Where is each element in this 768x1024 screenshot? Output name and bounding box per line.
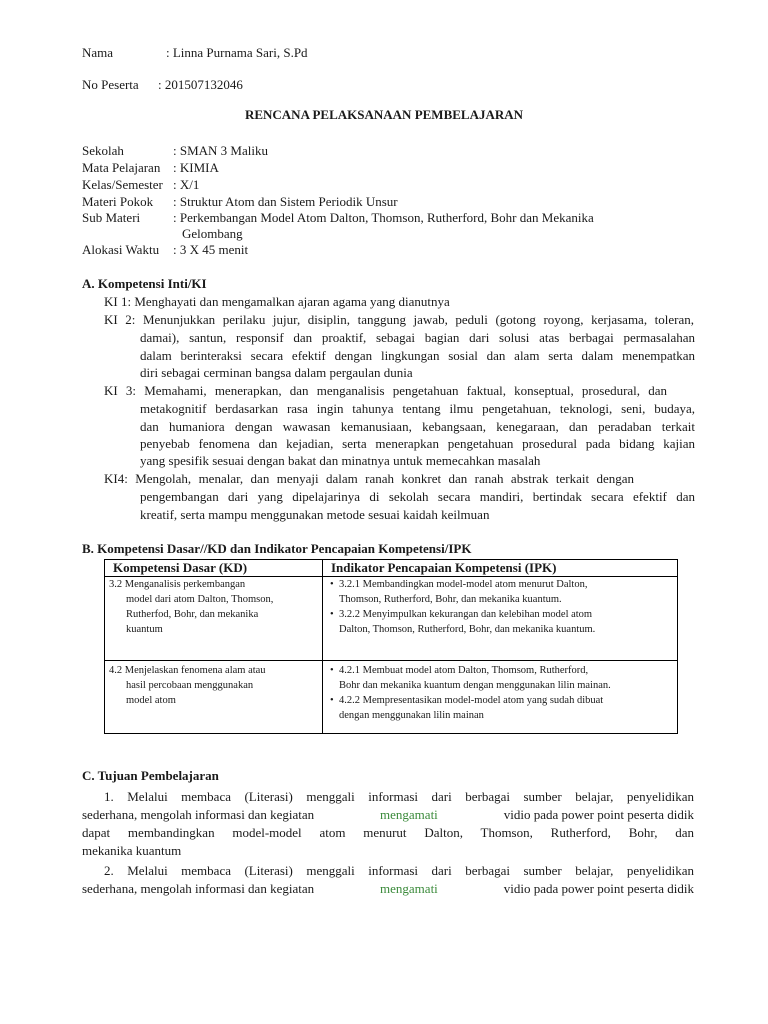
highlighted-word: mengamati	[380, 881, 438, 896]
ki3-line: metakognitif berdasarkan rasa ingin tahunya tentang ilmu pengetahuan, teknologi, seni, budaya,	[140, 401, 695, 416]
ki4-first-line: KI4: Mengolah, menalar, dan menyaji dalam ranah konkret dan ranah abstrak terkait dengan	[104, 471, 634, 486]
ipk-line: dengan menggunakan lilin mainan	[339, 710, 484, 721]
sekolah-value: : SMAN 3 Maliku	[173, 143, 268, 158]
section-a-heading: A. Kompetensi Inti/KI	[82, 276, 207, 291]
kd-cell	[105, 661, 323, 734]
section-c-heading: C. Tujuan Pembelajaran	[82, 768, 219, 783]
tujuan-1-line: mekanika kuantum	[82, 843, 182, 858]
tujuan-text: vidio pada power point peserta didik	[503, 881, 694, 896]
tujuan-2-line: 2. Melalui membaca (Literasi) menggali informasi dari berbagai sumber belajar, penyelidikan	[104, 863, 694, 878]
submateri-value-cont: Gelombang	[182, 226, 243, 241]
tujuan-text: vidio pada power point peserta didik	[503, 807, 694, 822]
no-peserta-label: No Peserta	[82, 77, 139, 92]
section-b-heading: B. Kompetensi Dasar//KD dan Indikator Pencapaian Kompetensi/IPK	[82, 541, 472, 556]
ki2-line: diri sebagai cerminan bangsa dalam pergaulan dunia	[140, 365, 413, 380]
table-header-row	[105, 560, 678, 577]
tujuan-1-line	[82, 806, 694, 824]
kd-ipk-table	[104, 559, 678, 734]
ki3-first-line: KI 3: Memahami, menerapkan, dan menganalisis pengetahuan faktual, konseptual, prosedural, dan	[104, 383, 667, 398]
sekolah-label: Sekolah	[82, 143, 124, 158]
ipk-line: Dalton, Thomson, Rutherford, Bohr, dan mekanika kuantum.	[339, 624, 596, 635]
page-title: RENCANA PELAKSANAAN PEMBELAJARAN	[244, 107, 524, 122]
mapel-label: Mata Pelajaran	[82, 160, 161, 175]
list-item	[339, 577, 673, 607]
materi-label: Materi Pokok	[82, 194, 154, 209]
tujuan-1-line: 1. Melalui membaca (Literasi) menggali informasi dari berbagai sumber belajar, penyelidikan	[104, 789, 694, 804]
list-item	[339, 607, 673, 637]
list-item	[339, 693, 673, 723]
kd-line: model atom	[126, 695, 176, 706]
ipk-column-header: Indikator Pencapaian Kompetensi (IPK)	[323, 560, 678, 577]
tujuan-2-line	[82, 880, 694, 898]
ipk-line: • 3.2.2 Menyimpulkan kekurangan dan kelebihan model atom	[339, 609, 593, 620]
ipk-line: • 3.2.1 Membandingkan model-model atom menurut Dalton,	[339, 579, 588, 590]
ipk-cell	[323, 661, 678, 734]
ipk-list	[327, 577, 673, 637]
submateri-label: Sub Materi	[82, 210, 141, 225]
nama-label: Nama	[82, 45, 114, 60]
tujuan-text: sederhana, mengolah informasi dan kegiatan	[82, 881, 315, 896]
ipk-line: • 4.2.1 Membuat model atom Dalton, Thomsom, Rutherford,	[339, 665, 589, 676]
kd-column-header: Kompetensi Dasar (KD)	[105, 560, 323, 577]
tujuan-text: sederhana, mengolah informasi dan kegiatan	[82, 807, 315, 822]
nama-value: : Linna Purnama Sari, S.Pd	[166, 45, 308, 60]
table-row	[105, 577, 678, 661]
kd-line: model dari atom Dalton, Thomson,	[126, 594, 274, 605]
kd-line: 4.2 Menjelaskan fenomena alam atau	[109, 665, 266, 676]
alokasi-label: Alokasi Waktu	[82, 242, 160, 257]
ipk-line: Thomson, Rutherford, Bohr, dan mekanika kuantum.	[339, 594, 562, 605]
ipk-cell	[323, 577, 678, 661]
ipk-line: • 4.2.2 Mempresentasikan model-model atom yang sudah dibuat	[339, 695, 604, 706]
kd-line: hasil percobaan menggunakan	[126, 680, 254, 691]
highlighted-word: mengamati	[380, 807, 438, 822]
ki3-line: dan humaniora dengan wawasan kemanusiaan, kebangsaan, kenegaraan, dan peradaban terkait	[140, 419, 695, 434]
list-item	[339, 663, 673, 693]
ipk-list	[327, 663, 673, 723]
kd-line: 3.2 Menganalisis perkembangan	[109, 579, 246, 590]
ki4-line: kreatif, serta mampu menggunakan metode sesuai kaidah keilmuan	[140, 507, 490, 522]
ki1: KI 1: Menghayati dan mengamalkan ajaran agama yang dianutnya	[104, 294, 450, 309]
tujuan-1-line: dapat membandingkan model-model atom menurut Dalton, Thomson, Rutherford, Bohr, dan	[82, 825, 694, 840]
ki3-line: yang spesifik sesuai dengan bakat dan minatnya untuk memecahkan masalah	[140, 453, 541, 468]
ipk-line: Bohr dan mekanika kuantum dengan menggunakan lilin mainan.	[339, 680, 611, 691]
kelas-label: Kelas/Semester	[82, 177, 163, 192]
alokasi-value: : 3 X 45 menit	[173, 242, 249, 257]
kd-line: Rutherfod, Bohr, dan mekanika	[126, 609, 259, 620]
mapel-value: : KIMIA	[173, 160, 219, 175]
kd-line: kuantum	[126, 624, 163, 635]
no-peserta-value: : 201507132046	[158, 77, 243, 92]
table-row	[105, 661, 678, 734]
ki3-line: penyebab fenomena dan kejadian, serta menerapkan pengetahuan prosedural pada bidang kajian	[140, 436, 695, 451]
ki2-first-line: KI 2: Menunjukkan perilaku jujur, disiplin, tanggung jawab, peduli (gotong royong, kerjasama, toleran,	[104, 312, 694, 327]
ki2-line: damai), santun, responsif dan proaktif, sebagai bagian dari solusi atas berbagai permasalahan	[140, 330, 695, 345]
materi-value: : Struktur Atom dan Sistem Periodik Unsur	[173, 194, 398, 209]
submateri-value: : Perkembangan Model Atom Dalton, Thomson, Rutherford, Bohr dan Mekanika	[173, 210, 594, 225]
kelas-value: : X/1	[173, 177, 200, 192]
ki2-line: dalam berinteraksi secara efektif dengan lingkungan sosial dan alam serta dalam menempatkan	[140, 348, 695, 363]
kd-cell	[105, 577, 323, 661]
ki4-line: pengembangan dari yang dipelajarinya di sekolah secara mandiri, bertindak secara efektif dan	[140, 489, 695, 504]
